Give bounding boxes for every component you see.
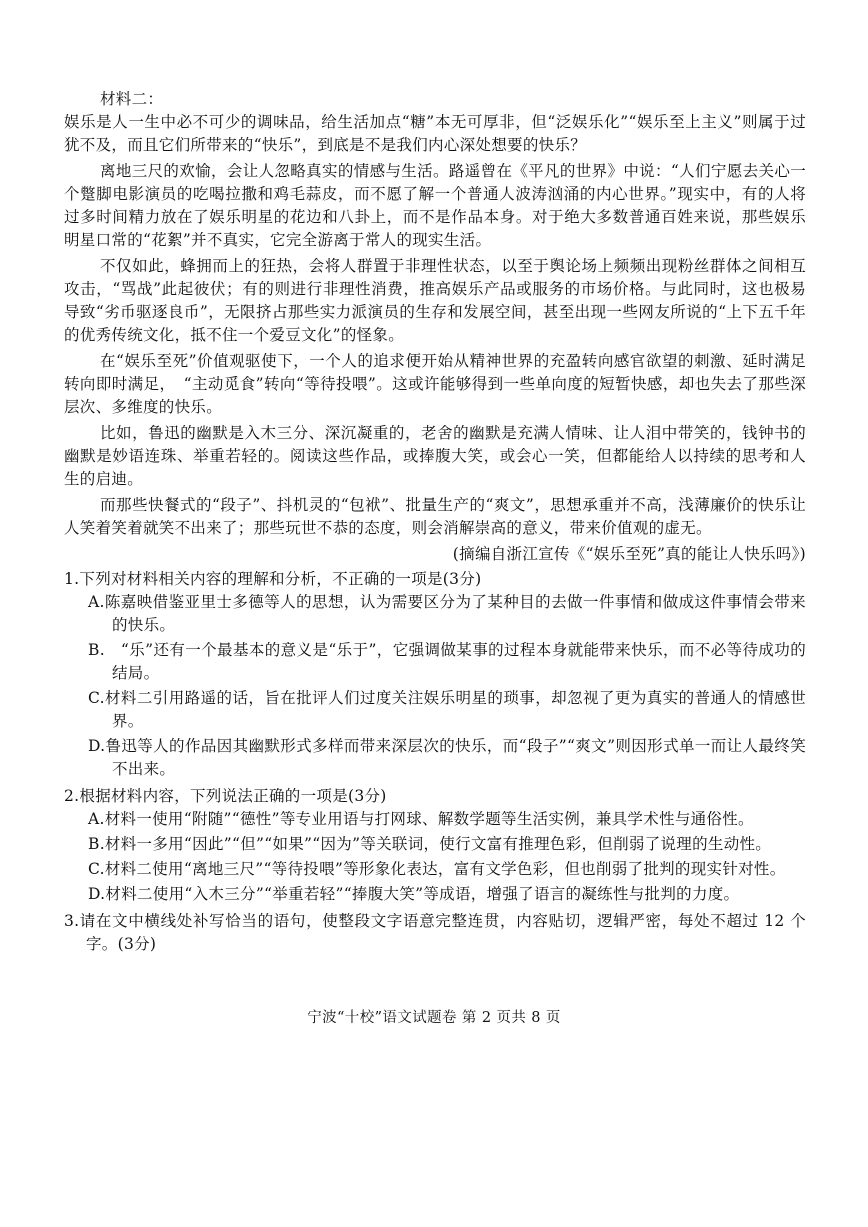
option-list <box>64 591 806 781</box>
option-list <box>64 808 806 906</box>
question-stem: 1.下列对材料相关内容的理解和分析，不正确的一项是(3分) <box>64 570 482 588</box>
option-c: C.材料二引用路遥的话，旨在批评人们过度关注娱乐明星的琐事，却忽视了更为真实的普通人的情感世界。 <box>88 689 806 730</box>
material-paragraph: 而那些快餐式的“段子”、抖机灵的“包袱”、批量生产的“爽文”，思想承重并不高，浅薄廉价的快乐让人笑着笑着就笑不出来了；那些玩世不恭的态度，则会消解崇高的意义，带来价值观的虚无。 <box>64 496 806 537</box>
material-paragraph: 离地三尺的欢愉，会让人忽略真实的情感与生活。路遥曾在《平凡的世界》中说：“人们宁愿去关心一个蹩脚电影演员的吃喝拉撒和鸡毛蒜皮，而不愿了解一个普通人波涛汹涌的内心世界。”现实中，有的人将过多时间精力放在了娱乐明星的花边和八卦上，而不是作品本身。对于绝大多数普通百姓来说，那些娱乐明星口常的“花絮”并不真实，它完全游离于常人的现实生活。 <box>64 162 806 249</box>
option-d: D.鲁迅等人的作品因其幽默形式多样而带来深层次的快乐，而“段子”“爽文”则因形式单一而让人最终笑不出来。 <box>88 737 806 778</box>
question-stem: 3.请在文中横线处补写恰当的语句，使整段文字语意完整连贯，内容贴切，逻辑严密，每处不超过 12 个字。(3分) <box>64 912 806 953</box>
material-paragraph: 比如，鲁迅的幽默是入木三分、深沉凝重的，老舍的幽默是充满人情味、让人泪中带笑的，钱钟书的幽默是妙语连珠、举重若轻的。阅读这些作品，或捧腹大笑，或会心一笑，但都能给人以持续的思考和人生的启迪。 <box>64 424 806 488</box>
material-two <box>64 88 806 566</box>
option-b: B. “乐”还有一个最基本的意义是“乐于”，它强调做某事的过程本身就能带来快乐，而不必等待成功的结局。 <box>88 641 806 682</box>
question-2 <box>64 785 806 906</box>
option-c: C.材料二使用“离地三尺”“等待投喂”等形象化表达，富有文学色彩，但也削弱了批判的现实针对性。 <box>88 860 786 878</box>
exam-content <box>64 88 806 956</box>
question-1 <box>64 568 806 781</box>
material-paragraph: 娱乐是人一生中必不可少的调味品，给生活加点“糖”本无可厚非，但“泛娱乐化”“娱乐至上主义”则属于过犹不及，而且它们所带来的“快乐”，到底是不是我们内心深处想要的快乐？ <box>64 113 806 154</box>
option-a: A.陈嘉映借鉴亚里士多德等人的思想，认为需要区分为了某种目的去做一件事情和做成这件事情会带来的快乐。 <box>88 593 806 634</box>
material-source: (摘编自浙江宣传《“娱乐至死”真的能让人快乐吗》) <box>452 545 806 563</box>
question-3 <box>64 910 806 956</box>
material-heading: 材料二： <box>100 90 164 108</box>
option-d: D.材料二使用“入木三分”“举重若轻”“捧腹大笑”等成语，增强了语言的凝练性与批判的力度。 <box>88 885 740 903</box>
material-paragraph: 不仅如此，蜂拥而上的狂热，会将人群置于非理性状态，以至于舆论场上频频出现粉丝群体之间相互攻击，“骂战”此起彼伏；有的则进行非理性消费，推高娱乐产品或服务的市场价格。与此同时，这也极易导致“劣币驱逐良币”，无限挤占那些实力派演员的生存和发展空间，甚至出现一些网友所说的“上下五千年的优秀传统文化，抵不住一个爱豆文化”的怪象。 <box>64 257 806 344</box>
option-b: B.材料一多用“因此”“但”“如果”“因为”等关联词，使行文富有推理色彩，但削弱了说理的生动性。 <box>88 835 772 853</box>
material-paragraph: 在“娱乐至死”价值观驱使下，一个人的追求便开始从精神世界的充盈转向感官欲望的刺激、延时满足转向即时满足， “主动觅食”转向“等待投喂”。这或许能够得到一些单向度的短暂快感，却也失去了那些深层次、多维度的快乐。 <box>64 352 806 416</box>
question-stem: 2.根据材料内容，下列说法正确的一项是(3分) <box>64 787 387 805</box>
page-footer: 宁波“十校”语文试题卷 第 2 页共 8 页 <box>307 1010 561 1026</box>
option-a: A.材料一使用“附随”“德性”等专业用语与打网球、解数学题等生活实例，兼具学术性与通俗性。 <box>88 810 754 828</box>
